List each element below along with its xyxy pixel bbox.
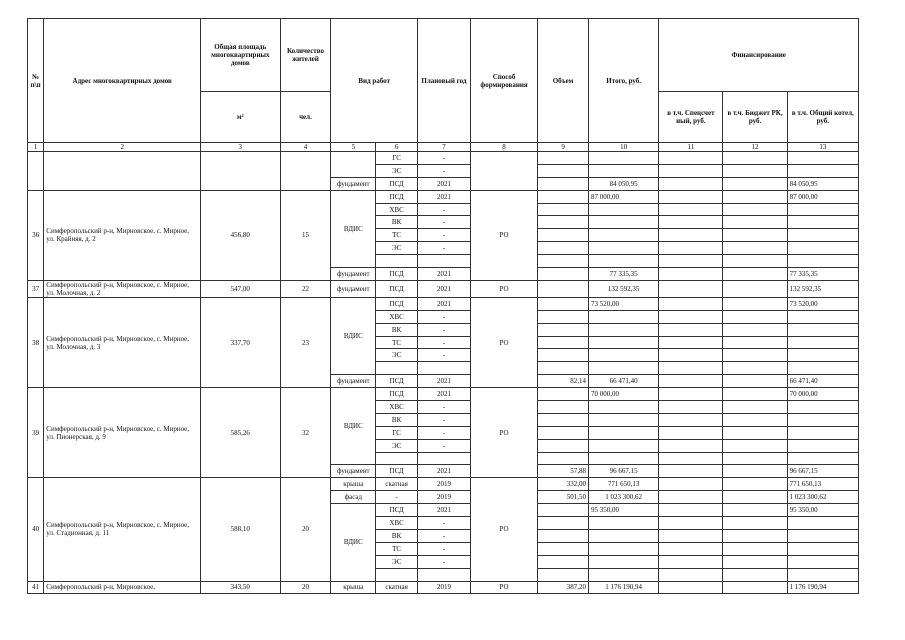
common-cell: 1 023 300,62 (787, 491, 858, 504)
subtype-cell: ЭС (376, 439, 418, 452)
col-index: 1 (28, 143, 44, 152)
year-cell: - (417, 555, 470, 568)
total-cell: 96 667,15 (589, 465, 659, 478)
volume-cell: 332,00 (538, 478, 589, 491)
col-index: 2 (44, 143, 201, 152)
year-cell: 2021 (417, 190, 470, 203)
year-cell: 2021 (417, 465, 470, 478)
area-cell: 337,70 (201, 297, 280, 387)
row-num: 39 (28, 388, 44, 478)
subtype-cell: ХВС (376, 203, 418, 216)
header-fin-special: в т.ч. Спецсчет ный, руб. (659, 92, 723, 143)
common-cell: 87 000,00 (787, 190, 858, 203)
cont-num-cell (28, 152, 44, 191)
subtype-cell: скатная (376, 478, 418, 491)
total-cell: 95 350,00 (589, 504, 659, 517)
col-index: 7 (417, 143, 470, 152)
total-cell: 66 471,40 (589, 375, 659, 388)
work-cell: ВДИС (331, 504, 376, 581)
address-cell: Симферопольский р-н, Мирновское, (44, 581, 201, 594)
year-cell: - (417, 216, 470, 229)
work-cell: ВДИС (331, 388, 376, 465)
subtype-cell: ЭС (376, 349, 418, 362)
work-cell: фундамент (331, 280, 376, 297)
subtype-cell: ЭС (376, 242, 418, 255)
header-volume: Объем (538, 19, 589, 143)
address-cell: Симферопольский р-н, Мирновское, с. Мирное, ул. Молочная, д. 2 (44, 280, 201, 297)
capital-repair-table (27, 18, 859, 594)
subtype-cell: ВК (376, 413, 418, 426)
method-cell: РО (470, 478, 537, 581)
volume-cell: 82,14 (538, 375, 589, 388)
subtype-cell: ПСД (376, 388, 418, 401)
volume-cell: 501,50 (538, 491, 589, 504)
year-cell: - (417, 336, 470, 349)
col-index: 5 (331, 143, 376, 152)
common-cell (787, 152, 858, 165)
common-cell: 771 650,13 (787, 478, 858, 491)
subtype-cell: ВК (376, 216, 418, 229)
header-area: Общая площадь многоквартирных домов (201, 19, 280, 92)
method-cell: РО (470, 280, 537, 297)
subtype-cell: ТС (376, 542, 418, 555)
year-cell: - (417, 517, 470, 530)
row-num: 37 (28, 280, 44, 297)
method-cell: РО (470, 190, 537, 280)
col-index: 13 (787, 143, 858, 152)
header-num: № п\п (28, 19, 44, 143)
special-cell (659, 152, 723, 165)
total-cell: 84 050,95 (589, 177, 659, 190)
volume-cell (538, 280, 589, 297)
col-index: 6 (376, 143, 418, 152)
header-fin-common: в т.ч. Общий котел, руб. (787, 92, 858, 143)
residents-cell: 20 (280, 478, 331, 581)
year-cell: - (417, 401, 470, 414)
method-cell: РО (470, 581, 537, 594)
area-cell: 588,10 (201, 478, 280, 581)
year-cell: - (417, 229, 470, 242)
total-cell (589, 152, 659, 165)
area-cell: 547,00 (201, 280, 280, 297)
year-cell: - (417, 203, 470, 216)
budget-cell (723, 177, 787, 190)
col-index: 10 (589, 143, 659, 152)
subtype-cell: ПСД (376, 177, 418, 190)
subtype-cell: ХВС (376, 517, 418, 530)
total-cell: 73 520,00 (589, 297, 659, 310)
volume-cell: 387,20 (538, 581, 589, 594)
year-cell: 2021 (417, 297, 470, 310)
year-cell: - (417, 323, 470, 336)
col-index: 9 (538, 143, 589, 152)
budget-cell (723, 152, 787, 165)
year-cell: - (417, 542, 470, 555)
common-cell: 73 520,00 (787, 297, 858, 310)
year-cell: 2021 (417, 375, 470, 388)
address-cell: Симферопольский р-н, Мирновское, с. Мирное, ул. Стадионная, д. 11 (44, 478, 201, 581)
year-cell: - (417, 426, 470, 439)
work-cell: ВДИС (331, 297, 376, 374)
residents-cell: 20 (280, 581, 331, 594)
common-cell: 96 667,15 (787, 465, 858, 478)
header-financing: Финансирование (659, 19, 859, 92)
area-cell: 585,26 (201, 388, 280, 478)
area-cell: 343,50 (201, 581, 280, 594)
common-cell: 1 176 190,94 (787, 581, 858, 594)
year-cell: - (417, 152, 470, 165)
year-cell: - (417, 310, 470, 323)
subtype-cell: ГС (376, 426, 418, 439)
special-cell (659, 164, 723, 177)
year-cell: 2021 (417, 280, 470, 297)
method-cell: РО (470, 388, 537, 478)
year-cell: - (417, 242, 470, 255)
year-cell: - (417, 529, 470, 542)
residents-cell: 23 (280, 297, 331, 387)
budget-cell (723, 164, 787, 177)
col-index: 8 (470, 143, 537, 152)
header-address: Адрес многоквартирных домов (44, 19, 201, 143)
work-cell: фундамент (331, 177, 376, 190)
year-cell: 2019 (417, 581, 470, 594)
volume-cell (538, 152, 589, 165)
work-cell: ВДИС (331, 190, 376, 267)
subtype-cell: ПСД (376, 190, 418, 203)
work-cell: крыша (331, 478, 376, 491)
common-cell: 70 000,00 (787, 388, 858, 401)
special-cell (659, 190, 723, 203)
common-cell: 132 592,35 (787, 280, 858, 297)
col-index: 4 (280, 143, 331, 152)
cont-area-cell (201, 152, 280, 191)
work-cell: фундамент (331, 375, 376, 388)
special-cell (659, 177, 723, 190)
address-cell: Симферопольский р-н, Мирновское, с. Мирное, ул. Молочная, д. 3 (44, 297, 201, 387)
common-cell: 84 050,95 (787, 177, 858, 190)
header-work-type: Вид работ (331, 19, 418, 143)
work-cell: фундамент (331, 268, 376, 281)
area-cell: 456,80 (201, 190, 280, 280)
col-index: 12 (723, 143, 787, 152)
header-total: Итого, руб. (589, 19, 659, 143)
header-method: Способ формирования (470, 19, 537, 143)
budget-cell (723, 190, 787, 203)
col-index: 11 (659, 143, 723, 152)
col-index: 3 (201, 143, 280, 152)
subtype-cell: ПСД (376, 280, 418, 297)
header-area-unit: м² (201, 92, 280, 143)
residents-cell: 15 (280, 190, 331, 280)
residents-cell: 32 (280, 388, 331, 478)
total-cell: 87 000,00 (589, 190, 659, 203)
total-cell: 132 592,35 (589, 280, 659, 297)
common-cell (787, 164, 858, 177)
total-cell: 70 000,00 (589, 388, 659, 401)
subtype-cell: ВК (376, 529, 418, 542)
year-cell: - (417, 413, 470, 426)
work-cell: крыша (331, 581, 376, 594)
subtype-cell: ТС (376, 229, 418, 242)
subtype-cell: ПСД (376, 297, 418, 310)
subtype-cell: ЭС (376, 555, 418, 568)
year-cell: - (417, 349, 470, 362)
year-cell: - (417, 164, 470, 177)
header-residents-unit: чел. (280, 92, 331, 143)
total-cell: 1 176 190,94 (589, 581, 659, 594)
year-cell: 2021 (417, 268, 470, 281)
subtype-cell: ЭС (376, 164, 418, 177)
method-cell: РО (470, 297, 537, 387)
header-residents: Количество жителей (280, 19, 331, 92)
common-cell: 77 335,35 (787, 268, 858, 281)
common-cell: 66 471,40 (787, 375, 858, 388)
row-num: 38 (28, 297, 44, 387)
year-cell: 2021 (417, 177, 470, 190)
year-cell: 2019 (417, 478, 470, 491)
work-cell: фасад (331, 491, 376, 504)
cont-residents-cell (280, 152, 331, 191)
year-cell: - (417, 439, 470, 452)
common-cell: 95 350,00 (787, 504, 858, 517)
year-cell: 2021 (417, 504, 470, 517)
subtype-cell: ГС (376, 152, 418, 165)
subtype-cell: ВК (376, 323, 418, 336)
cont-method-cell (470, 152, 537, 191)
total-cell: 1 023 300,62 (589, 491, 659, 504)
cont-work-cell (331, 152, 376, 178)
subtype-cell: ПСД (376, 465, 418, 478)
address-cell: Симферопольский р-н, Мирновское, с. Мирное, ул. Пионерская, д. 9 (44, 388, 201, 478)
year-cell: 2021 (417, 388, 470, 401)
volume-cell: 57,88 (538, 465, 589, 478)
total-cell: 771 650,13 (589, 478, 659, 491)
header-fin-budget: в т.ч. Бюджет РК, руб. (723, 92, 787, 143)
address-cell: Симферопольский р-н, Мирновское, с. Мирное, ул. Крайняя, д. 2 (44, 190, 201, 280)
subtype-cell: ПСД (376, 504, 418, 517)
subtype-cell: ХВС (376, 401, 418, 414)
year-cell: 2019 (417, 491, 470, 504)
subtype-cell: скатная (376, 581, 418, 594)
volume-cell (538, 190, 589, 203)
total-cell: 77 335,35 (589, 268, 659, 281)
subtype-cell: ПСД (376, 268, 418, 281)
row-num: 40 (28, 478, 44, 581)
volume-cell (538, 177, 589, 190)
cont-address-cell (44, 152, 201, 191)
row-num: 36 (28, 190, 44, 280)
subtype-cell: ХВС (376, 310, 418, 323)
total-cell (589, 164, 659, 177)
subtype-cell: ТС (376, 336, 418, 349)
volume-cell (538, 268, 589, 281)
subtype-cell: - (376, 491, 418, 504)
row-num: 41 (28, 581, 44, 594)
subtype-cell: ПСД (376, 375, 418, 388)
volume-cell (538, 164, 589, 177)
residents-cell: 22 (280, 280, 331, 297)
work-cell: фундамент (331, 465, 376, 478)
header-plan-year: Плановый год (417, 19, 470, 143)
